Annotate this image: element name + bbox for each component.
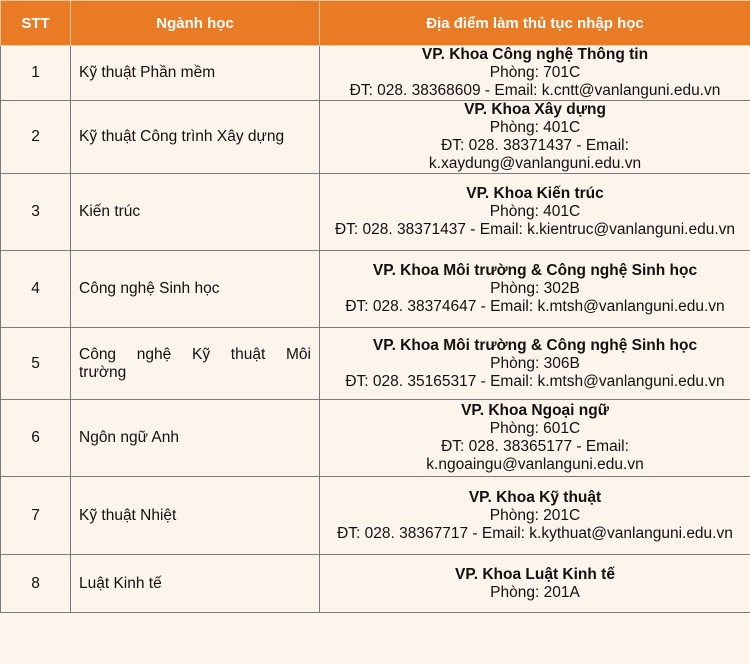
room-line: Phòng: 701C (489, 64, 581, 81)
room-line: Phòng: 201A (490, 583, 580, 601)
row-major: Kỹ thuật Nhiệt (71, 477, 320, 555)
row-stt: 3 (1, 174, 71, 251)
table-row (1, 328, 750, 400)
row-location (320, 328, 750, 400)
table-row (1, 251, 750, 328)
room-line: Phòng: 401C (489, 203, 581, 220)
office-name: VP. Khoa Công nghệ Thông tin (421, 46, 649, 63)
header-row (1, 1, 750, 46)
contact-line: ĐT: 028. 38371437 - Email: k.kientruc@vanlanguni.edu.vn (334, 221, 736, 238)
row-stt: 6 (1, 400, 71, 477)
contact-line: ĐT: 028. 38368609 - Email: k.cntt@vanlanguni.edu.vn (349, 82, 721, 99)
row-location (320, 251, 750, 328)
table-row (1, 174, 750, 251)
office-name: VP. Khoa Kiến trúc (466, 185, 604, 202)
header-location: Địa điểm làm thủ tục nhập học (320, 1, 750, 46)
row-location (320, 174, 750, 251)
office-name: VP. Khoa Luật Kinh tế (455, 565, 615, 583)
room-line: Phòng: 302B (490, 280, 580, 297)
table-header (1, 1, 750, 46)
row-major: Kỹ thuật Công trình Xây dựng (71, 101, 320, 174)
email-line: k.ngoaingu@vanlanguni.edu.vn (426, 456, 644, 473)
row-major: Kỹ thuật Phần mềm (71, 46, 320, 101)
row-location (320, 400, 750, 477)
row-major (71, 328, 320, 400)
header-stt: STT (1, 1, 71, 46)
row-stt: 5 (1, 328, 71, 400)
room-line: Phòng: 306B (490, 354, 580, 372)
office-name: VP. Khoa Xây dựng (464, 101, 606, 118)
contact-line: ĐT: 028. 38367717 - Email: k.kythuat@vanlanguni.edu.vn (337, 524, 733, 542)
major-line-2: trường (79, 363, 127, 381)
contact-line: ĐT: 028. 38374647 - Email: k.mtsh@vanlanguni.edu.vn (345, 298, 725, 315)
row-stt: 2 (1, 101, 71, 174)
header-major: Ngành học (71, 1, 320, 46)
row-location (320, 555, 750, 613)
major-line-1: Công nghệ Kỹ thuật Môi (79, 345, 311, 363)
contact-line: ĐT: 028. 38365177 - Email: (441, 438, 629, 455)
row-location (320, 46, 750, 101)
office-name: VP. Khoa Kỹ thuật (468, 488, 602, 506)
row-major: Công nghệ Sinh học (71, 251, 320, 328)
table-row (1, 46, 750, 101)
row-stt: 7 (1, 477, 71, 555)
table-row (1, 555, 750, 613)
room-line: Phòng: 201C (489, 506, 581, 524)
office-name: VP. Khoa Môi trường & Công nghệ Sinh học (372, 262, 698, 279)
row-stt: 8 (1, 555, 71, 613)
contact-line: ĐT: 028. 38371437 - Email: (441, 137, 629, 154)
contact-line: ĐT: 028. 35165317 - Email: k.mtsh@vanlanguni.edu.vn (345, 372, 725, 390)
office-name: VP. Khoa Môi trường & Công nghệ Sinh học (372, 336, 698, 354)
row-location (320, 477, 750, 555)
table-row (1, 101, 750, 174)
room-line: Phòng: 601C (489, 420, 581, 437)
room-line: Phòng: 401C (489, 119, 581, 136)
row-stt: 4 (1, 251, 71, 328)
row-location (320, 101, 750, 174)
row-major: Kiến trúc (71, 174, 320, 251)
row-major: Ngôn ngữ Anh (71, 400, 320, 477)
office-name: VP. Khoa Ngoại ngữ (461, 402, 609, 419)
row-major: Luật Kinh tế (71, 555, 320, 613)
table-row (1, 477, 750, 555)
table-row (1, 400, 750, 477)
email-line: k.xaydung@vanlanguni.edu.vn (428, 155, 642, 172)
row-stt: 1 (1, 46, 71, 101)
table-body (1, 46, 750, 613)
